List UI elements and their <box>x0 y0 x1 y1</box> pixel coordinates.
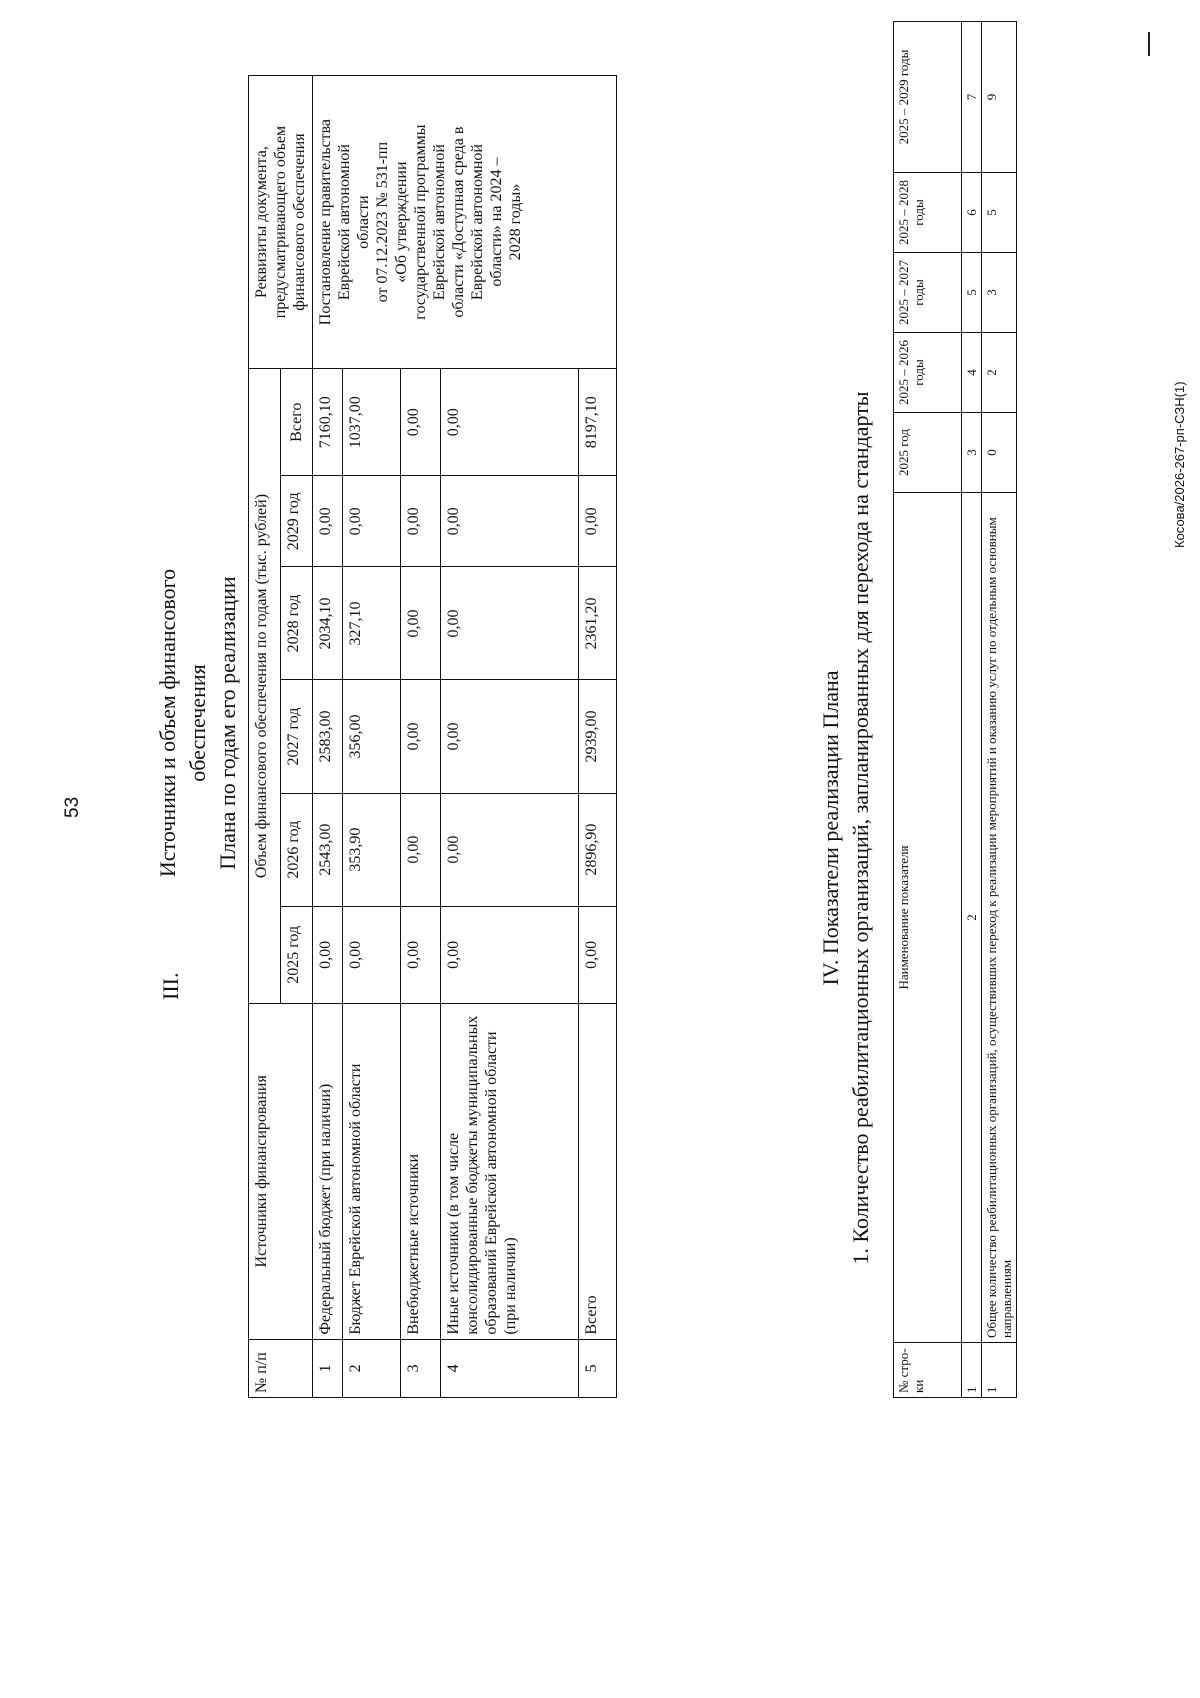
fin-cell: 0,00 <box>401 680 441 793</box>
fin-cell: 0,00 <box>441 906 579 1003</box>
ind-header-col: 2025 – 2027 годы <box>894 253 962 333</box>
doc-line: Еврейской автономной <box>431 144 448 301</box>
fin-row-num: 3 <box>401 1339 441 1397</box>
ind-numbering-row <box>962 22 982 1398</box>
fin-cell: 0,00 <box>313 906 343 1003</box>
table-row <box>313 76 343 1398</box>
fin-cell: 2939,00 <box>579 680 617 793</box>
fin-row-num: 1 <box>313 1339 343 1397</box>
doc-line: государственной программы <box>412 124 429 320</box>
fin-row-source: Всего <box>579 1003 617 1339</box>
fin-cell: 0,00 <box>441 567 579 680</box>
fin-cell: 0,00 <box>401 567 441 680</box>
ind-header-col: 2025 – 2026 годы <box>894 333 962 413</box>
fin-cell: 0,00 <box>441 369 579 476</box>
fin-row-source: Бюджет Еврейской автономной области <box>343 1003 401 1339</box>
fin-row-source: Внебюджетные источники <box>401 1003 441 1339</box>
ind-cell: 2 <box>982 333 1017 413</box>
page-number: 53 <box>62 796 83 818</box>
fin-cell: 2583,00 <box>313 680 343 793</box>
doc-line: области <box>355 195 372 249</box>
fin-cell: 0,00 <box>401 369 441 476</box>
doc-line: области» на 2024 – <box>488 157 505 287</box>
fin-cell: 2896,90 <box>579 793 617 906</box>
fin-cell: 353,90 <box>343 793 401 906</box>
ind-row-num: 1 <box>982 1343 1017 1398</box>
section3-number: III. <box>158 972 183 1000</box>
doc-line: «Об утверждении <box>393 161 410 283</box>
ind-header-col: 2025 – 2029 годы <box>894 22 962 173</box>
fin-row-source: Иные источники (в том числе консолидированные бюджеты муниципальных образований Еврейской автономной области (при наличии) <box>441 1003 579 1339</box>
ind-header-col: 2025 – 2028 годы <box>894 173 962 253</box>
section3-title-line2: Плана по годам его реализации <box>215 576 240 870</box>
fin-cell: 0,00 <box>343 906 401 1003</box>
fin-header-year: 2027 год <box>281 680 313 793</box>
doc-line: области «Доступная среда в <box>450 126 467 318</box>
ind-col-number: 5 <box>962 253 982 333</box>
fin-header-year: 2025 год <box>281 906 313 1003</box>
fin-cell: 356,00 <box>343 680 401 793</box>
fin-header-total: Всего <box>281 369 313 476</box>
doc-line: Постановление правительства <box>317 118 334 326</box>
fin-cell: 0,00 <box>579 476 617 567</box>
indicators-table <box>893 21 1017 1398</box>
fin-cell: 0,00 <box>579 906 617 1003</box>
fin-header-doc: Реквизиты документа, предусматривающего объем финансового обеспечения <box>249 76 313 369</box>
ind-header-row <box>894 22 962 1398</box>
ind-col-number: 7 <box>962 22 982 173</box>
fin-header-year: 2026 год <box>281 793 313 906</box>
doc-line: 2028 годы» <box>507 183 524 261</box>
ind-col-number: 6 <box>962 173 982 253</box>
fin-cell: 0,00 <box>313 476 343 567</box>
ind-header-name: Наименование показателя <box>894 493 962 1343</box>
ind-header-col: 2025 год <box>894 413 962 493</box>
fin-header-volume: Объем финансового обеспечения по годам (тыс. рублей) <box>249 369 281 1004</box>
section3-title <box>153 508 243 938</box>
fin-cell: 0,00 <box>441 680 579 793</box>
ind-header-num: № стро-ки <box>894 1343 962 1398</box>
footer-document-code: Косова/2026-267-рп-СЗН(1) <box>1172 381 1187 548</box>
fin-cell: 0,00 <box>401 793 441 906</box>
fin-header-year: 2028 год <box>281 567 313 680</box>
doc-line: Еврейской автономной <box>469 144 486 301</box>
fin-cell: 0,00 <box>441 476 579 567</box>
fin-cell: 8197,10 <box>579 369 617 476</box>
fin-header-num: № п/п <box>249 1339 313 1397</box>
fin-cell: 0,00 <box>441 793 579 906</box>
fin-cell: 327,10 <box>343 567 401 680</box>
ind-cell: 9 <box>982 22 1017 173</box>
fin-row-source: Федеральный бюджет (при наличии) <box>313 1003 343 1339</box>
fin-header-source: Источники финансирования <box>249 1003 313 1339</box>
fin-doc-blank <box>579 76 617 369</box>
section4-title: IV. Показатели реализации Плана <box>818 670 843 986</box>
fin-row-num: 5 <box>579 1339 617 1397</box>
fin-cell: 0,00 <box>401 906 441 1003</box>
doc-line: Еврейской автономной <box>336 144 353 301</box>
fin-cell: 1037,00 <box>343 369 401 476</box>
ind-cell: 3 <box>982 253 1017 333</box>
ind-cell: 0 <box>982 413 1017 493</box>
ind-cell: 5 <box>982 173 1017 253</box>
fin-cell: 2361,20 <box>579 567 617 680</box>
fin-cell: 7160,10 <box>313 369 343 476</box>
edge-marker <box>1148 32 1150 56</box>
table-row <box>579 76 617 1398</box>
doc-line: от 07.12.2023 № 531-пп <box>374 141 391 303</box>
ind-row-name: Общее количество реабилитационных организаций, осуществивших переход к реализации мероприятий и оказанию услуг по отдельным основным направлениям <box>982 493 1017 1343</box>
fin-row-num: 2 <box>343 1339 401 1397</box>
fin-header-row-1 <box>249 76 281 1398</box>
table-row <box>982 22 1017 1398</box>
financing-table <box>248 75 617 1398</box>
fin-cell: 2543,00 <box>313 793 343 906</box>
section4-subtitle: 1. Количество реабилитационных организаций, запланированных для перехода на стандарты <box>848 391 873 1265</box>
fin-header-year: 2029 год <box>281 476 313 567</box>
fin-cell: 2034,10 <box>313 567 343 680</box>
ind-col-number: 4 <box>962 333 982 413</box>
fin-cell: 0,00 <box>401 476 441 567</box>
ind-col-number: 3 <box>962 413 982 493</box>
ind-col-number: 2 <box>962 493 982 1343</box>
fin-row-num: 4 <box>441 1339 579 1397</box>
section3-title-line1: Источники и объем финансового обеспечения <box>155 568 210 878</box>
fin-cell: 0,00 <box>343 476 401 567</box>
fin-doc-reference <box>313 76 579 369</box>
ind-col-number: 1 <box>962 1343 982 1398</box>
